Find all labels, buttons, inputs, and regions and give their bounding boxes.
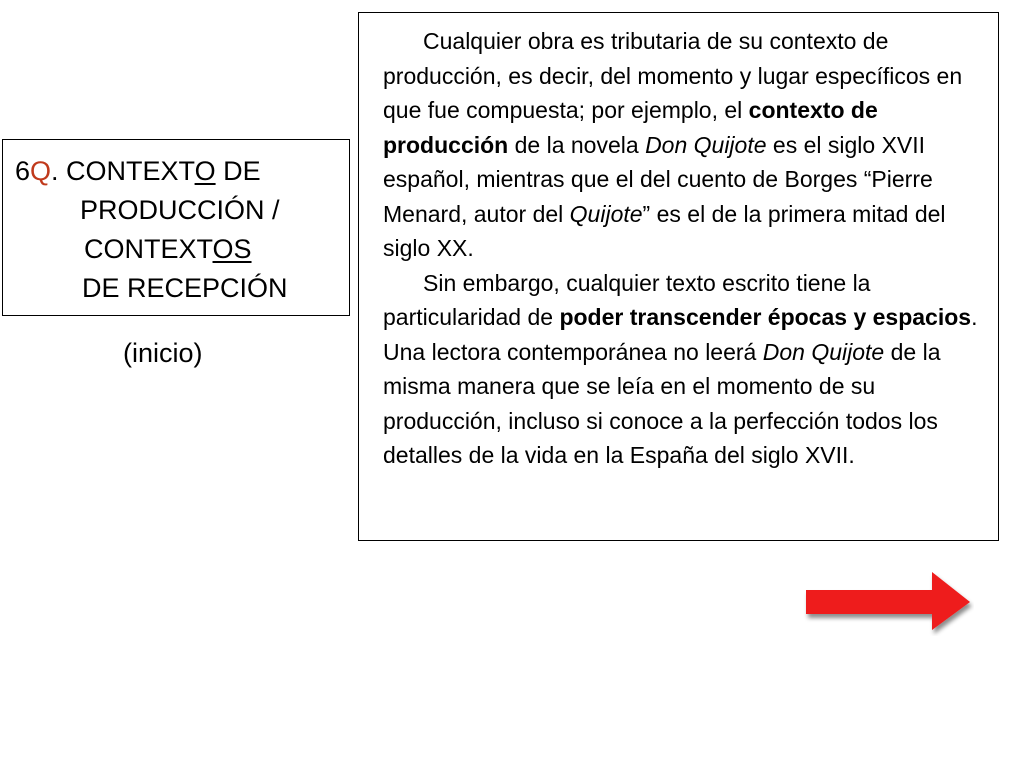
paragraph-2 [383, 266, 993, 473]
subtitle: (inicio) [123, 338, 203, 368]
p1-text-2: de la novela [508, 131, 646, 158]
title-line-4: DE RECEPCIÓN [82, 273, 288, 303]
title-number: 6 [15, 156, 31, 186]
title-line3-text: CONTEXT [84, 234, 213, 264]
title-letter: Q [30, 156, 52, 186]
title-line1-underlined: O [194, 156, 216, 186]
next-button[interactable] [800, 568, 974, 636]
arrow-right-icon [800, 568, 974, 636]
title-line-3 [84, 233, 252, 266]
p1-bold-1: contexto de producción [383, 97, 878, 158]
title-line1-text-b: DE [215, 156, 261, 186]
text-box [358, 12, 999, 541]
title-line-1 [15, 155, 261, 188]
p2-text-2: . Una lectora contemporánea no leerá [383, 304, 978, 365]
p2-italic-1: Don Quijote [762, 338, 885, 365]
p2-text-3: de la misma manera que se leía en el momento de su producción, incluso si conoce a la perfección todos los detalles de la vida en la España del siglo XVII. [383, 338, 941, 468]
text-content [383, 24, 993, 473]
p1-text-3: es el siglo XVII español, mientras que el del cuento de Borges “Pierre Menard, autor del [383, 131, 933, 227]
arrow-shape [806, 572, 970, 630]
p1-text-4: ” es el de la primera mitad del siglo XX. [383, 200, 946, 261]
p1-italic-1: Don Quijote [645, 131, 767, 158]
p2-text-1: Sin embargo, cualquier texto escrito tiene la particularidad de [383, 269, 871, 330]
title-box [2, 139, 350, 316]
title-line3-underlined: OS [212, 234, 252, 264]
title-line-2: PRODUCCIÓN / [80, 195, 280, 225]
p1-italic-2: Quijote [569, 200, 643, 227]
title-line1-text-a: . CONTEXT [51, 156, 195, 186]
paragraph-1 [383, 24, 993, 266]
p1-text-1: Cualquier obra es tributaria de su contexto de producción, es decir, del momento y lugar específicos en que fue compuesta; por ejemplo, el [383, 28, 963, 123]
p2-bold-1: poder transcender épocas y espacios [559, 304, 972, 330]
